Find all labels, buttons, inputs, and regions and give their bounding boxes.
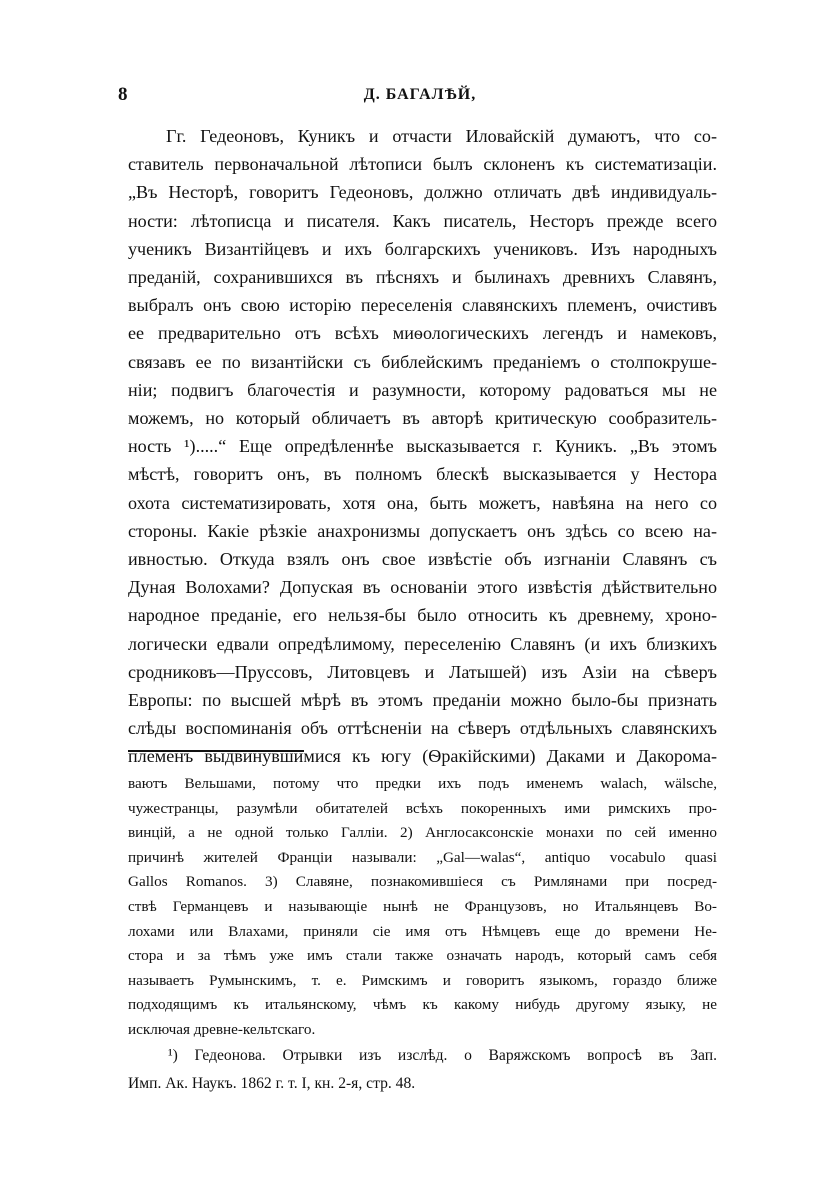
running-head: Д. БАГАЛѢЙ, — [363, 86, 477, 103]
body-line: Гг. Гедеоновъ, Куникъ и отчасти Иловайскій думаютъ, что со- — [166, 126, 717, 146]
body-line: ность ¹).....“ Еще опредѣленнѣе высказывается г. Куникъ. „Въ этомъ — [128, 436, 717, 457]
body-line: охота систематизировать, хотя она, быть можетъ, навѣяна на него со — [128, 492, 717, 513]
note-line: лохами или Влахами, приняли сіе имя отъ Нѣмцевъ еще до времени Не- — [128, 922, 717, 940]
body-line: ученикъ Византійцевъ и ихъ болгарскихъ учениковъ. Изъ народныхъ — [128, 238, 717, 259]
note-continuation — [128, 772, 717, 1043]
note-line: ствѣ Германцевъ и называющіе нынѣ не Французовъ, но Итальянцевъ Во- — [128, 897, 717, 915]
note-line: причинѣ жителей Франціи называли: „Gal—walas“, antiquo vocabulo quasi — [128, 848, 717, 866]
body-line: „Въ Несторѣ, говоритъ Гедеоновъ, должно отличать двѣ индивидуаль- — [128, 182, 717, 203]
note-line: чужестранцы, разумѣли обитателей всѣхъ покоренныхъ ими римскихъ про- — [128, 799, 717, 817]
note-line: Gallos Romanos. 3) Славяне, познакомившіеся съ Римлянами при посред- — [128, 873, 717, 891]
footnote-line: ¹) Гедеонова. Отрывки изъ изслѣд. о Варяжскомъ вопросѣ въ Зап. — [168, 1047, 717, 1064]
body-line: ставитель первоначальной лѣтописи былъ склоненъ къ систематизаціи. — [128, 154, 717, 175]
note-line: исключая древне-кельтскаго. — [128, 1020, 316, 1038]
body-line: Европы: по высшей мѣрѣ въ этомъ преданіи можно было-бы признать — [128, 690, 717, 711]
body-line: преданій, сохранившихся въ пѣсняхъ и былинахъ древнихъ Славянъ, — [128, 267, 717, 288]
page-number: 8 — [118, 84, 128, 105]
body-line: ее предварительно отъ всѣхъ миѳологическихъ легендъ и намековъ, — [128, 323, 717, 344]
body-line: ивностью. Откуда взялъ онъ свое извѣстіе объ изгнаніи Славянъ съ — [128, 549, 717, 570]
body-line: ности: лѣтописца и писателя. Какъ писатель, Несторъ прежде всего — [128, 210, 717, 231]
note-line: стора и за тѣмъ уже имъ стали также означать народъ, который самъ себя — [128, 947, 717, 965]
body-line: выбралъ онъ свою исторію переселенія славянскихъ племенъ, очистивъ — [128, 295, 717, 316]
note-line: ваютъ Вельшами, потому что предки ихъ подъ именемъ walach, wälsche, — [128, 775, 717, 792]
body-line: ніи; подвигъ благочестія и разумности, которому радоваться мы не — [128, 379, 717, 400]
footnote-divider — [128, 750, 304, 752]
body-line: сродниковъ—Пруссовъ, Литовцевъ и Латышей) изъ Азіи на сѣверъ — [128, 661, 717, 682]
body-line: Дуная Волохами? Допуская въ основаніи этого извѣстія дѣйствительно — [128, 577, 717, 598]
body-line: мѣстѣ, говоритъ онъ, въ полномъ блескѣ высказывается у Нестора — [128, 464, 717, 485]
note-line: подходящимъ къ итальянскому, чѣмъ къ какому нибудь другому языку, не — [128, 996, 717, 1014]
body-line: логически едвали опредѣлимому, переселенію Славянъ (и ихъ близкихъ — [128, 633, 717, 654]
note-line: называетъ Румынскимъ, т. е. Римскимъ и говоритъ языкомъ, гораздо ближе — [128, 971, 717, 989]
note-line: винцій, а не одной только Галліи. 2) Англосаксонскіе монахи по сей именно — [128, 824, 717, 842]
body-line: можемъ, но который обличаетъ въ авторѣ критическую сообразитель- — [128, 408, 717, 429]
body-line: слѣды воспоминанія объ оттѣсненіи на сѣверъ отдѣльныхъ славянскихъ — [128, 718, 717, 739]
body-line: народное преданіе, его нельзя-бы было относить къ древнему, хроно- — [128, 605, 717, 626]
main-text — [128, 122, 717, 771]
body-line: стороны. Какіе рѣзкіе анахронизмы допускаетъ онъ здѣсь со всею на- — [128, 520, 717, 541]
footnote — [128, 1042, 717, 1098]
footnote-line: Имп. Ак. Наукъ. 1862 г. т. I, кн. 2-я, стр. 48. — [128, 1075, 416, 1092]
body-line: связавъ ее по византійски съ библейскимъ преданіемъ о столпокруше- — [128, 351, 717, 372]
body-line: племенъ выдвинувшимися къ югу (Ѳракійскими) Даками и Дакорома- — [128, 746, 717, 767]
